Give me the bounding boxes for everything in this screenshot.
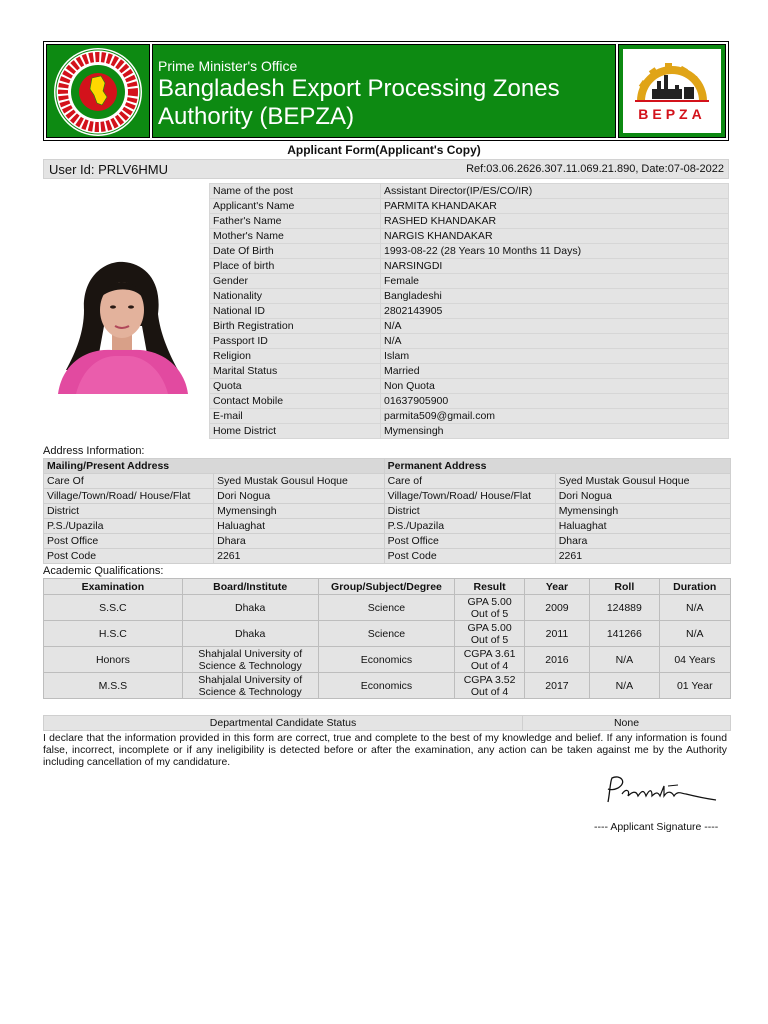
permanent-address-label: P.S./Upazila bbox=[385, 519, 555, 533]
personal-info-value: NARSINGDI bbox=[381, 259, 728, 273]
mailing-address-label: Post Office bbox=[44, 534, 213, 548]
org-title: Bangladesh Export Processing Zones Authority (BEPZA) bbox=[158, 75, 560, 130]
academic-result bbox=[455, 621, 523, 646]
academic-column-header: Result bbox=[455, 579, 523, 594]
signature-label: ---- Applicant Signature ---- bbox=[594, 821, 719, 833]
personal-info-table bbox=[209, 183, 729, 439]
personal-info-row bbox=[210, 289, 728, 303]
permanent-address-value: Syed Mustak Gousul Hoque bbox=[556, 474, 730, 488]
academic-result bbox=[455, 647, 523, 672]
permanent-address-label: District bbox=[385, 504, 555, 518]
user-id: User Id: PRLV6HMU bbox=[49, 162, 168, 177]
personal-info-value: 01637905900 bbox=[381, 394, 728, 408]
personal-info-value: 2802143905 bbox=[381, 304, 728, 318]
personal-info-value: Islam bbox=[381, 349, 728, 363]
permanent-address-value: Dhara bbox=[556, 534, 730, 548]
personal-info-row bbox=[210, 214, 728, 228]
bepza-logo-panel bbox=[618, 44, 726, 138]
personal-info-row bbox=[210, 424, 728, 438]
personal-info-label: Mother's Name bbox=[210, 229, 380, 243]
personal-info-value: Non Quota bbox=[381, 379, 728, 393]
academic-duration: 01 Year bbox=[660, 673, 730, 698]
personal-info-value: Bangladeshi bbox=[381, 289, 728, 303]
govt-seal-panel bbox=[46, 44, 150, 138]
personal-info-row bbox=[210, 349, 728, 363]
personal-info-row bbox=[210, 274, 728, 288]
academic-result-scale: Out of 5 bbox=[470, 633, 509, 646]
academic-column-header: Year bbox=[525, 579, 589, 594]
personal-info-row bbox=[210, 319, 728, 333]
personal-info-value: N/A bbox=[381, 319, 728, 333]
mailing-address-label: Village/Town/Road/ House/Flat bbox=[44, 489, 213, 503]
personal-info-label: Place of birth bbox=[210, 259, 380, 273]
academic-board: Shahjalal University of Science & Technology bbox=[183, 673, 318, 698]
academic-year: 2016 bbox=[525, 647, 589, 672]
mailing-address-label: District bbox=[44, 504, 213, 518]
address-table bbox=[43, 458, 731, 564]
academic-result-scale: Out of 5 bbox=[470, 607, 509, 620]
personal-info-label: Home District bbox=[210, 424, 380, 438]
mailing-address-value: 2261 bbox=[214, 549, 384, 563]
bepza-logo-text: BEPZA bbox=[638, 106, 706, 122]
permanent-address-value: 2261 bbox=[556, 549, 730, 563]
personal-info-label: Marital Status bbox=[210, 364, 380, 378]
academic-year: 2011 bbox=[525, 621, 589, 646]
academic-column-header: Roll bbox=[590, 579, 658, 594]
header-title-panel bbox=[152, 44, 616, 138]
personal-info-row bbox=[210, 409, 728, 423]
personal-info-row bbox=[210, 379, 728, 393]
personal-info-row bbox=[210, 304, 728, 318]
header-banner bbox=[43, 41, 729, 141]
permanent-address-label: Post Code bbox=[385, 549, 555, 563]
academic-group: Economics bbox=[319, 673, 455, 698]
form-title: Applicant Form(Applicant's Copy) bbox=[287, 143, 481, 157]
signature-image bbox=[598, 772, 723, 812]
permanent-address-header: Permanent Address bbox=[385, 459, 730, 473]
office-name: Prime Minister's Office bbox=[158, 58, 298, 74]
personal-info-label: Gender bbox=[210, 274, 380, 288]
academic-result-score: CGPA 3.61 bbox=[463, 647, 516, 660]
personal-info-label: National ID bbox=[210, 304, 380, 318]
departmental-status-row bbox=[44, 716, 730, 730]
personal-info-row bbox=[210, 364, 728, 378]
personal-info-label: Applicant's Name bbox=[210, 199, 380, 213]
academic-roll: N/A bbox=[590, 673, 658, 698]
academic-board: Shahjalal University of Science & Technology bbox=[183, 647, 318, 672]
academic-duration: N/A bbox=[660, 621, 730, 646]
academic-section-label: Academic Qualifications: bbox=[43, 565, 164, 577]
academic-row bbox=[44, 647, 730, 672]
mailing-address-header: Mailing/Present Address bbox=[44, 459, 384, 473]
address-row bbox=[44, 519, 730, 533]
academic-header-row bbox=[44, 579, 730, 594]
address-row bbox=[44, 534, 730, 548]
academic-result-score: CGPA 3.52 bbox=[463, 673, 516, 686]
personal-info-label: Contact Mobile bbox=[210, 394, 380, 408]
personal-info-value: NARGIS KHANDAKAR bbox=[381, 229, 728, 243]
user-info-bar bbox=[43, 159, 729, 179]
academic-result-scale: Out of 4 bbox=[470, 685, 509, 698]
academic-roll: 141266 bbox=[590, 621, 658, 646]
permanent-address-label: Village/Town/Road/ House/Flat bbox=[385, 489, 555, 503]
personal-info-label: Quota bbox=[210, 379, 380, 393]
mailing-address-value: Dhara bbox=[214, 534, 384, 548]
academic-table bbox=[43, 578, 731, 699]
permanent-address-value: Dori Nogua bbox=[556, 489, 730, 503]
mailing-address-value: Syed Mustak Gousul Hoque bbox=[214, 474, 384, 488]
personal-info-row bbox=[210, 334, 728, 348]
reference-number: Ref:03.06.2626.307.11.069.21.890, Date:07-08-2022 bbox=[466, 163, 724, 175]
mailing-address-label: Care Of bbox=[44, 474, 213, 488]
personal-info-row bbox=[210, 394, 728, 408]
academic-roll: 124889 bbox=[590, 595, 658, 620]
address-row bbox=[44, 504, 730, 518]
mailing-address-value: Mymensingh bbox=[214, 504, 384, 518]
academic-board: Dhaka bbox=[183, 595, 318, 620]
personal-info-label: Father's Name bbox=[210, 214, 380, 228]
address-section-label: Address Information: bbox=[43, 445, 145, 457]
personal-info-label: E-mail bbox=[210, 409, 380, 423]
academic-duration: 04 Years bbox=[660, 647, 730, 672]
departmental-status-table bbox=[43, 715, 731, 731]
academic-column-header: Duration bbox=[660, 579, 730, 594]
personal-info-value: Female bbox=[381, 274, 728, 288]
academic-group: Science bbox=[319, 621, 455, 646]
academic-exam: Honors bbox=[44, 647, 182, 672]
academic-year: 2009 bbox=[525, 595, 589, 620]
personal-info-row bbox=[210, 259, 728, 273]
mailing-address-label: P.S./Upazila bbox=[44, 519, 213, 533]
personal-info-value: Mymensingh bbox=[381, 424, 728, 438]
applicant-signature bbox=[598, 772, 723, 812]
address-header-row bbox=[44, 459, 730, 473]
personal-info-value: 1993-08-22 (28 Years 10 Months 11 Days) bbox=[381, 244, 728, 258]
permanent-address-label: Post Office bbox=[385, 534, 555, 548]
address-row bbox=[44, 474, 730, 488]
academic-result-scale: Out of 4 bbox=[470, 659, 509, 672]
academic-result-score: GPA 5.00 bbox=[467, 621, 512, 634]
personal-info-value: RASHED KHANDAKAR bbox=[381, 214, 728, 228]
personal-info-row bbox=[210, 244, 728, 258]
personal-info-label: Date Of Birth bbox=[210, 244, 380, 258]
academic-exam: M.S.S bbox=[44, 673, 182, 698]
personal-info-label: Nationality bbox=[210, 289, 380, 303]
academic-column-header: Examination bbox=[44, 579, 182, 594]
academic-year: 2017 bbox=[525, 673, 589, 698]
personal-info-label: Passport ID bbox=[210, 334, 380, 348]
departmental-status-label: Departmental Candidate Status bbox=[44, 716, 522, 730]
personal-info-row bbox=[210, 199, 728, 213]
academic-board: Dhaka bbox=[183, 621, 318, 646]
academic-row bbox=[44, 621, 730, 646]
academic-roll: N/A bbox=[590, 647, 658, 672]
academic-result-score: GPA 5.00 bbox=[467, 595, 512, 608]
personal-info-value: N/A bbox=[381, 334, 728, 348]
academic-result bbox=[455, 673, 523, 698]
academic-row bbox=[44, 595, 730, 620]
departmental-status-value: None bbox=[523, 716, 730, 730]
academic-duration: N/A bbox=[660, 595, 730, 620]
personal-info-value: parmita509@gmail.com bbox=[381, 409, 728, 423]
bepza-logo bbox=[623, 49, 721, 133]
academic-column-header: Board/Institute bbox=[183, 579, 318, 594]
academic-group: Economics bbox=[319, 647, 455, 672]
personal-info-row bbox=[210, 184, 728, 198]
address-row bbox=[44, 489, 730, 503]
permanent-address-value: Haluaghat bbox=[556, 519, 730, 533]
mailing-address-value: Dori Nogua bbox=[214, 489, 384, 503]
applicant-photo bbox=[46, 252, 196, 394]
personal-info-value: PARMITA KHANDAKAR bbox=[381, 199, 728, 213]
academic-exam: S.S.C bbox=[44, 595, 182, 620]
mailing-address-label: Post Code bbox=[44, 549, 213, 563]
personal-info-label: Name of the post bbox=[210, 184, 380, 198]
personal-info-label: Religion bbox=[210, 349, 380, 363]
declaration-text: I declare that the information provided in this form are correct, true and complete to the best of my knowledge and belief. If any information is found false, incorrect, incomplete or if any ineligibility is detected before or after the examination, any action can be taken against me by the Authority including cancellation of my candidature. bbox=[43, 733, 727, 768]
personal-info-value: Assistant Director(IP/ES/CO/IR) bbox=[381, 184, 728, 198]
address-row bbox=[44, 549, 730, 563]
academic-group: Science bbox=[319, 595, 455, 620]
academic-exam: H.S.C bbox=[44, 621, 182, 646]
govt-seal-icon bbox=[47, 45, 149, 139]
personal-info-label: Birth Registration bbox=[210, 319, 380, 333]
academic-row bbox=[44, 673, 730, 698]
personal-info-value: Married bbox=[381, 364, 728, 378]
permanent-address-label: Care of bbox=[385, 474, 555, 488]
permanent-address-value: Mymensingh bbox=[556, 504, 730, 518]
academic-result bbox=[455, 595, 523, 620]
bepza-gear-icon bbox=[623, 49, 721, 135]
mailing-address-value: Haluaghat bbox=[214, 519, 384, 533]
personal-info-row bbox=[210, 229, 728, 243]
academic-column-header: Group/Subject/Degree bbox=[319, 579, 455, 594]
